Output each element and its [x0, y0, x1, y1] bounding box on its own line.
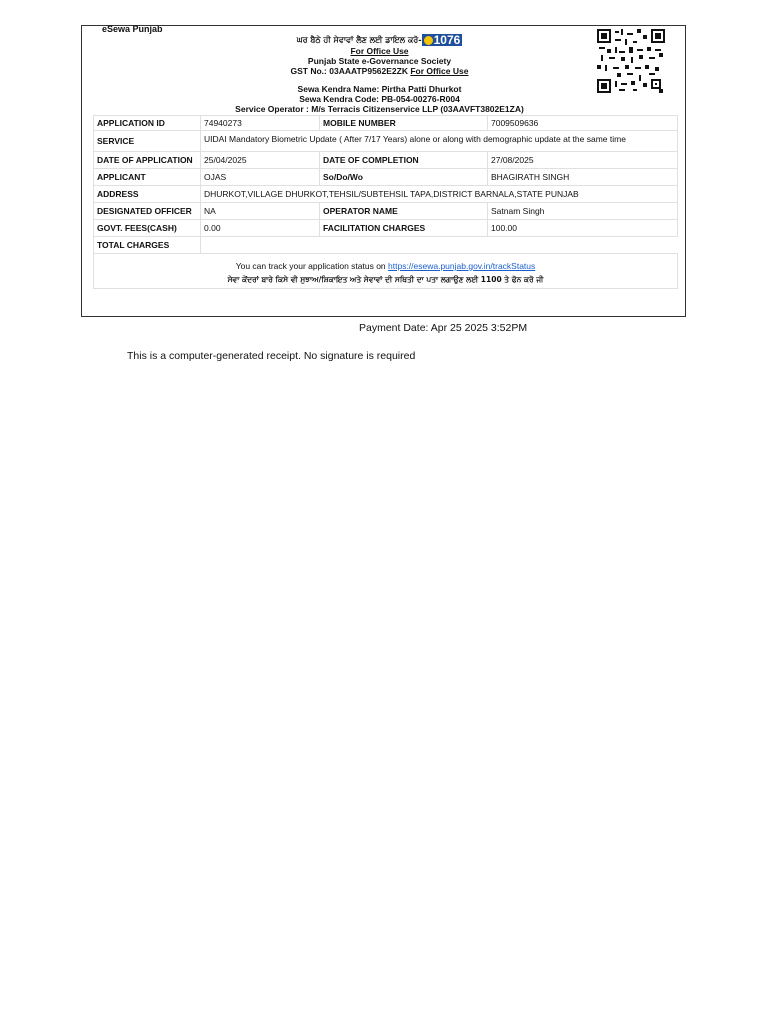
relation-value: BHAGIRATH SINGH [488, 169, 678, 186]
table-row [94, 152, 678, 169]
kendra-name: Sewa Kendra Name: Pirtha Patti Dhurkot [297, 84, 462, 94]
relation-label: So/Do/Wo [320, 169, 488, 186]
track-status-cell [94, 254, 678, 289]
receipt-header [222, 34, 537, 114]
application-details-table [93, 115, 678, 289]
table-row [94, 203, 678, 220]
applicant-label: APPLICANT [94, 169, 201, 186]
applicant-value: OJAS [201, 169, 320, 186]
govt-fees-value: 0.00 [201, 220, 320, 237]
helpline-badge [422, 34, 463, 46]
office-use-label: For Office Use [350, 46, 409, 56]
address-label: ADDRESS [94, 186, 201, 203]
date-of-completion-value: 27/08/2025 [488, 152, 678, 169]
table-row [94, 220, 678, 237]
track-status-line [97, 260, 674, 273]
punjabi-helpline-note: ਸੇਵਾ ਕੇਂਦਰਾਂ ਬਾਰੇ ਕਿਸੇ ਵੀ ਸੁਝਾਅ/ਸ਼ਿਕਾਇਤ ਅਤੇ ਸੇਵਾਵਾਂ ਦੀ ਸਥਿਤੀ ਦਾ ਪਤਾ ਲਗਾਉਣ ਲਈ 1100 ਤੇ ਫੋਨ ਕਰੋ ਜੀ [227, 275, 544, 284]
application-id-label: APPLICATION ID [94, 116, 201, 131]
phone-icon [424, 36, 433, 45]
society-name: Punjab State e-Governance Society [307, 56, 452, 66]
gst-office-use: For Office Use [410, 66, 469, 76]
mobile-value: 7009509636 [488, 116, 678, 131]
punjabi-dial-text: ਘਰ ਬੈਠੇ ਹੀ ਸੇਵਾਵਾਂ ਲੈਣ ਲਈ ਡਾਇਲ ਕਰੋ- [296, 35, 422, 45]
table-row [94, 186, 678, 203]
total-charges-label: TOTAL CHARGES [94, 237, 201, 254]
designated-officer-label: DESIGNATED OFFICER [94, 203, 201, 220]
track-status-link[interactable]: https://esewa.punjab.gov.in/trackStatus [388, 261, 536, 271]
service-value: UIDAI Mandatory Biometric Update ( After 7/17 Years) alone or along with demographic update at the same time [201, 131, 678, 152]
application-id-value: 74940273 [201, 116, 320, 131]
receipt-footnote: This is a computer-generated receipt. No signature is required [127, 350, 416, 362]
date-of-application-value: 25/04/2025 [201, 152, 320, 169]
govt-fees-label: GOVT. FEES(CASH) [94, 220, 201, 237]
total-charges-value [201, 237, 678, 254]
table-row [94, 131, 678, 152]
designated-officer-value: NA [201, 203, 320, 220]
facilitation-charges-value: 100.00 [488, 220, 678, 237]
facilitation-charges-label: FACILITATION CHARGES [320, 220, 488, 237]
kendra-code: Sewa Kendra Code: PB-054-00276-R004 [299, 94, 460, 104]
service-label: SERVICE [94, 131, 201, 152]
track-status-text: You can track your application status on [235, 261, 389, 271]
helpline-number: 1076 [433, 33, 461, 47]
table-row [94, 254, 678, 289]
operator-name-label: OPERATOR NAME [320, 203, 488, 220]
table-row [94, 116, 678, 131]
receipt [81, 25, 686, 317]
date-of-completion-label: DATE OF COMPLETION [320, 152, 488, 169]
date-of-application-label: DATE OF APPLICATION [94, 152, 201, 169]
operator-name-value: Satnam Singh [488, 203, 678, 220]
payment-date: Payment Date: Apr 25 2025 3:52PM [359, 322, 528, 334]
mobile-label: MOBILE NUMBER [320, 116, 488, 131]
brand-label: eSewa Punjab [102, 24, 163, 34]
table-row [94, 237, 678, 254]
qr-code-icon [597, 29, 665, 93]
table-row [94, 169, 678, 186]
address-value: DHURKOT,VILLAGE DHURKOT,TEHSIL/SUBTEHSIL TAPA,DISTRICT BARNALA,STATE PUNJAB [201, 186, 678, 203]
service-operator: Service Operator : M/s Terracis Citizenservice LLP (03AAVFT3802E1ZA) [235, 104, 524, 114]
helpline-line [222, 34, 537, 46]
gst-number: GST No.: 03AAATP9562E2ZK [290, 66, 408, 76]
gst-line [222, 66, 537, 76]
